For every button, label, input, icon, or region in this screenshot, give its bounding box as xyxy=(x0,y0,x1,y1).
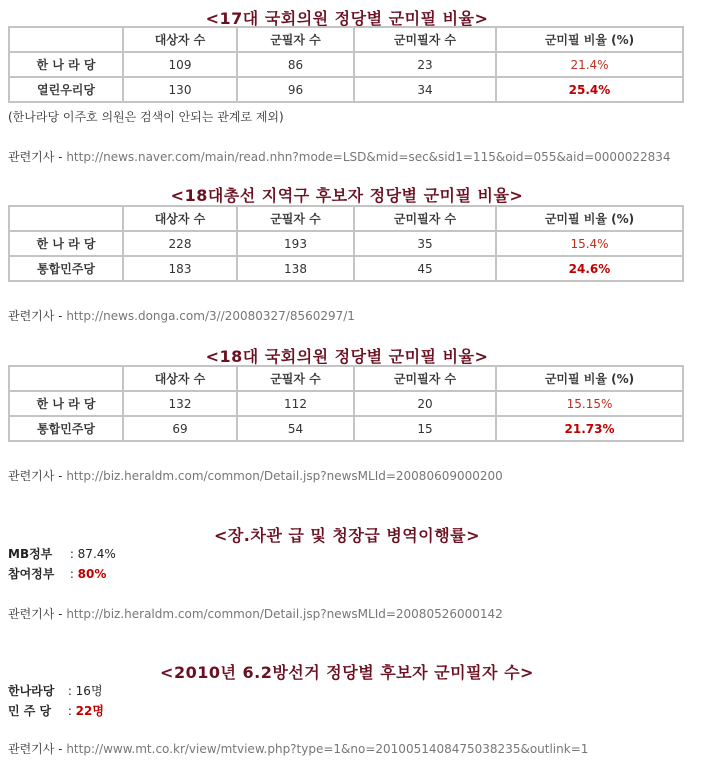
section1-title: <17대 국회의원 정당별 군미필 비율> xyxy=(205,9,489,28)
table-header-row xyxy=(9,206,683,231)
served-cell: 193 xyxy=(237,231,354,256)
section4-title: <장.차관 급 및 청장급 병역이행률> xyxy=(213,526,481,545)
subjects-cell: 183 xyxy=(123,256,237,281)
header-party xyxy=(9,27,123,52)
subjects-cell: 69 xyxy=(123,416,237,441)
rate-cell: 21.73% xyxy=(496,416,683,441)
header-unserved: 군미필자 수 xyxy=(354,366,496,391)
related-article-label: 관련기사 - xyxy=(8,607,67,621)
compliance-value: 87.4% xyxy=(77,547,116,561)
served-cell: 96 xyxy=(237,77,354,102)
header-subjects: 대상자 수 xyxy=(123,206,237,231)
header-unserved: 군미필자 수 xyxy=(354,27,496,52)
compliance-mb-government xyxy=(8,545,116,562)
candidate-count: 16명 xyxy=(75,684,103,698)
party-label: 한나라당 xyxy=(8,684,55,698)
candidates-minju xyxy=(8,702,104,719)
served-cell: 86 xyxy=(237,52,354,77)
rate-cell: 21.4% xyxy=(496,52,683,77)
rate-cell: 15.15% xyxy=(496,391,683,416)
party-cell: 한 나 라 당 xyxy=(9,231,123,256)
compliance-value: 80% xyxy=(77,567,107,581)
separator: : xyxy=(64,704,76,718)
party-cell: 통합민주당 xyxy=(9,416,123,441)
related-article-label: 관련기사 - xyxy=(8,469,67,483)
separator: : xyxy=(66,567,78,581)
served-cell: 138 xyxy=(237,256,354,281)
subjects-cell: 130 xyxy=(123,77,237,102)
rate-cell: 15.4% xyxy=(496,231,683,256)
section3-title: <18대 국회의원 정당별 군미필 비율> xyxy=(205,347,489,366)
related-article-5 xyxy=(8,740,588,757)
related-article-link[interactable]: http://news.donga.com/3//20080327/8560297/1 xyxy=(66,309,355,323)
subjects-cell: 228 xyxy=(123,231,237,256)
related-article-link[interactable]: http://www.mt.co.kr/view/mtview.php?type=1&no=2010051408475038235&outlink=1 xyxy=(66,742,589,756)
table-17th-assembly xyxy=(8,26,684,103)
party-cell: 열린우리당 xyxy=(9,77,123,102)
table-row xyxy=(9,391,683,416)
government-label: 참여정부 xyxy=(8,567,55,581)
related-article-link[interactable]: http://news.naver.com/main/read.nhn?mode=LSD&mid=sec&sid1=115&oid=055&aid=0000022834 xyxy=(66,150,671,164)
related-article-link[interactable]: http://biz.heraldm.com/common/Detail.jsp?newsMLId=20080526000142 xyxy=(66,607,503,621)
related-article-label: 관련기사 - xyxy=(8,742,67,756)
unserved-cell: 34 xyxy=(354,77,496,102)
unserved-cell: 23 xyxy=(354,52,496,77)
header-rate: 군미필 비율 (%) xyxy=(496,206,683,231)
unserved-cell: 15 xyxy=(354,416,496,441)
header-rate: 군미필 비율 (%) xyxy=(496,27,683,52)
subjects-cell: 109 xyxy=(123,52,237,77)
header-party xyxy=(9,206,123,231)
separator: : xyxy=(64,684,76,698)
rate-cell: 24.6% xyxy=(496,256,683,281)
party-label: 민 주 당 xyxy=(8,704,52,718)
table-row xyxy=(9,52,683,77)
party-cell: 한 나 라 당 xyxy=(9,391,123,416)
table-header-row xyxy=(9,27,683,52)
table-18th-election-candidates xyxy=(8,205,684,282)
table-header-row xyxy=(9,366,683,391)
served-cell: 54 xyxy=(237,416,354,441)
unserved-cell: 20 xyxy=(354,391,496,416)
rate-cell: 25.4% xyxy=(496,77,683,102)
unserved-cell: 45 xyxy=(354,256,496,281)
related-article-3 xyxy=(8,467,503,484)
header-unserved: 군미필자 수 xyxy=(354,206,496,231)
section5-title: <2010년 6.2방선거 정당별 후보자 군미필자 수> xyxy=(160,663,534,682)
header-served: 군필자 수 xyxy=(237,206,354,231)
party-cell: 한 나 라 당 xyxy=(9,52,123,77)
section2-title: <18대총선 지역구 후보자 정당별 군미필 비율> xyxy=(170,186,524,205)
header-subjects: 대상자 수 xyxy=(123,27,237,52)
party-cell: 통합민주당 xyxy=(9,256,123,281)
related-article-link[interactable]: http://biz.heraldm.com/common/Detail.jsp?newsMLId=20080609000200 xyxy=(66,469,503,483)
header-party xyxy=(9,366,123,391)
table-row xyxy=(9,416,683,441)
exclusion-note: (한나라당 이주호 의원은 검색이 안되는 관계로 제외) xyxy=(8,110,284,124)
related-article-1 xyxy=(8,148,671,165)
separator: : xyxy=(66,547,78,561)
candidate-count: 22명 xyxy=(75,704,104,718)
related-article-label: 관련기사 - xyxy=(8,309,67,323)
candidates-hannara xyxy=(8,682,103,699)
table-row xyxy=(9,77,683,102)
table-18th-assembly xyxy=(8,365,684,442)
header-served: 군필자 수 xyxy=(237,366,354,391)
header-rate: 군미필 비율 (%) xyxy=(496,366,683,391)
table-row xyxy=(9,231,683,256)
related-article-2 xyxy=(8,307,355,324)
compliance-participatory-government xyxy=(8,565,106,582)
header-subjects: 대상자 수 xyxy=(123,366,237,391)
subjects-cell: 132 xyxy=(123,391,237,416)
unserved-cell: 35 xyxy=(354,231,496,256)
related-article-label: 관련기사 - xyxy=(8,150,67,164)
header-served: 군필자 수 xyxy=(237,27,354,52)
related-article-4 xyxy=(8,605,503,622)
table-row xyxy=(9,256,683,281)
served-cell: 112 xyxy=(237,391,354,416)
government-label: MB정부 xyxy=(8,547,53,561)
